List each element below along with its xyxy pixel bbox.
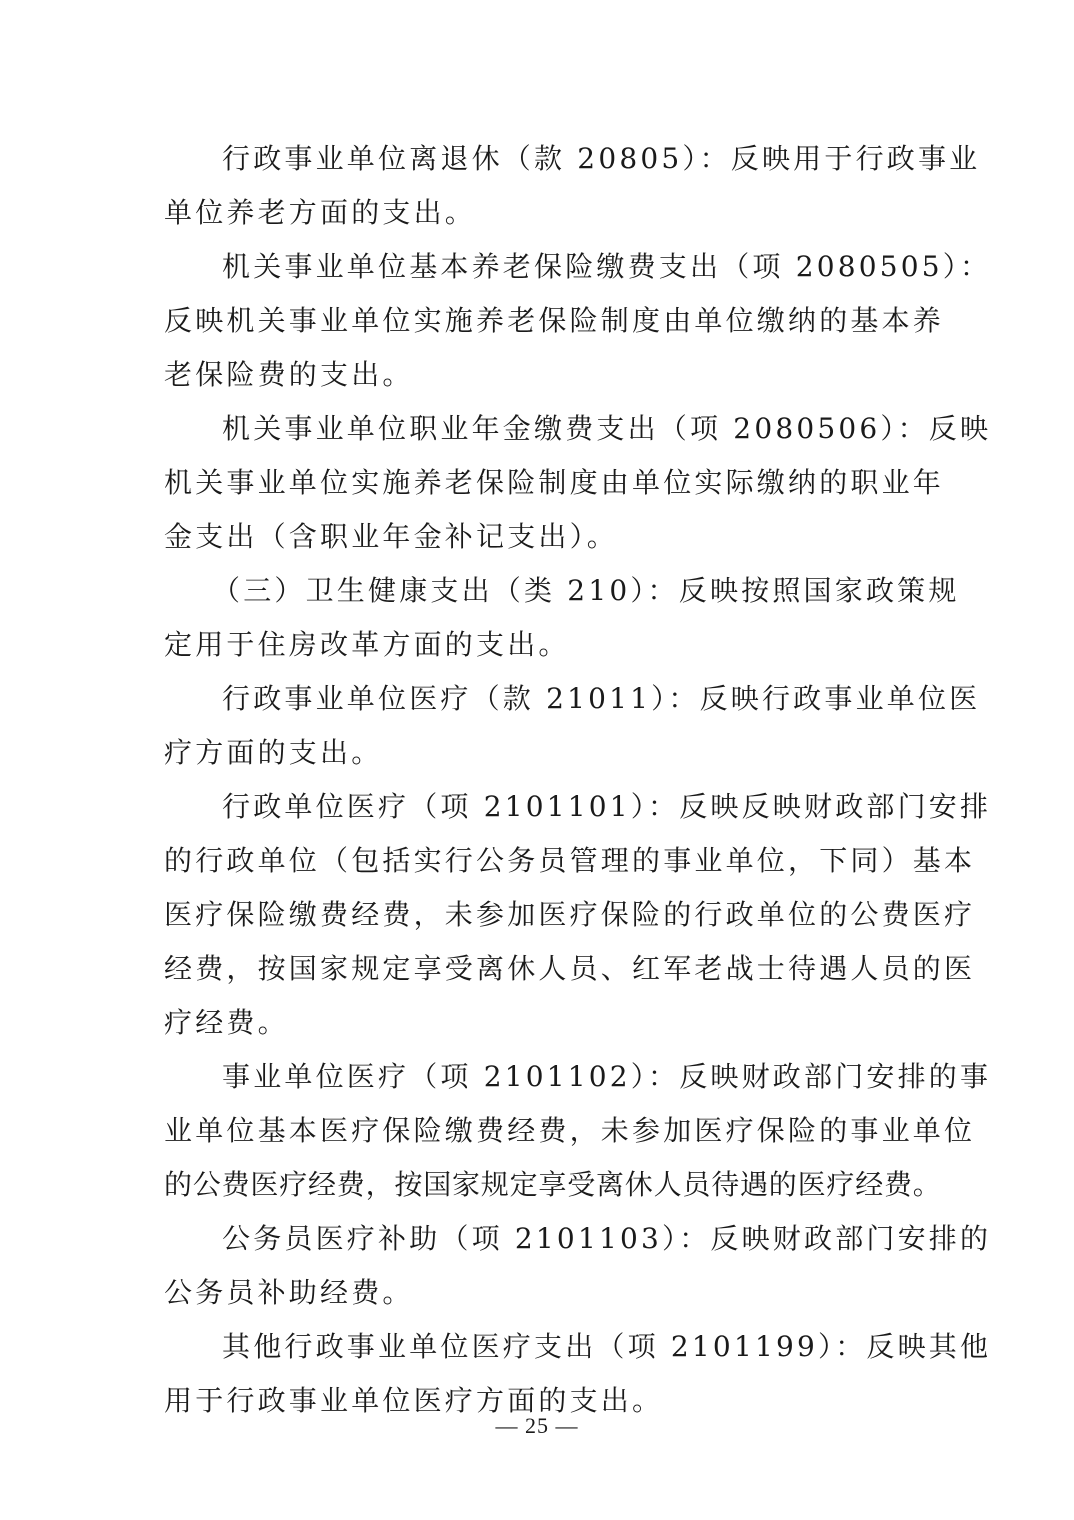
text-line: 反映机关事业单位实施养老保险制度由单位缴纳的基本养 bbox=[164, 304, 945, 337]
text-line: 疗经费。 bbox=[164, 1006, 289, 1039]
body-text bbox=[164, 132, 992, 1428]
section-heading-line: （三）卫生健康支出（类 210）：反映按照国家政策规 bbox=[212, 574, 960, 607]
text-line: 经费，按国家规定享受离休人员、红军老战士待遇人员的医 bbox=[164, 952, 976, 985]
paragraph-medical bbox=[164, 672, 981, 780]
paragraph-pension-insurance bbox=[164, 240, 992, 402]
page-number: — 25 — bbox=[495, 1413, 579, 1438]
text-line: 定用于住房改革方面的支出。 bbox=[164, 628, 570, 661]
text-line: 事业单位医疗（项 2101102）：反映财政部门安排的事 bbox=[222, 1060, 992, 1093]
text-line: 疗方面的支出。 bbox=[164, 736, 383, 769]
text-line: 行政事业单位离退休（款 20805）：反映用于行政事业 bbox=[222, 142, 981, 175]
paragraph-retirement bbox=[164, 132, 981, 240]
text-line: 业单位基本医疗保险缴费经费，未参加医疗保险的事业单位 bbox=[164, 1114, 976, 1147]
text-line: 机关事业单位基本养老保险缴费支出（项 2080505）： bbox=[222, 250, 992, 283]
text-line: 医疗保险缴费经费，未参加医疗保险的行政单位的公费医疗 bbox=[164, 898, 976, 931]
text-line: 其他行政事业单位医疗支出（项 2101199）：反映其他 bbox=[222, 1330, 992, 1363]
text-line: 金支出（含职业年金补记支出）。 bbox=[164, 520, 619, 553]
text-line: 单位养老方面的支出。 bbox=[164, 196, 477, 229]
text-line: 的公费医疗经费，按国家规定享受离休人员待遇的医疗经费。 bbox=[164, 1168, 942, 1201]
paragraph-health-expenditure bbox=[164, 564, 960, 672]
text-line: 公务员医疗补助（项 2101103）：反映财政部门安排的 bbox=[222, 1222, 992, 1255]
text-line: 公务员补助经费。 bbox=[164, 1276, 414, 1309]
text-line: 行政单位医疗（项 2101101）：反映反映财政部门安排 bbox=[222, 790, 992, 823]
text-line: 行政事业单位医疗（款 21011）：反映行政事业单位医 bbox=[222, 682, 981, 715]
paragraph-admin-medical bbox=[164, 780, 992, 1050]
text-line: 机关事业单位实施养老保险制度由单位实际缴纳的职业年 bbox=[164, 466, 945, 499]
paragraph-occupational-annuity bbox=[164, 402, 992, 564]
text-line: 老保险费的支出。 bbox=[164, 358, 414, 391]
text-line: 用于行政事业单位医疗方面的支出。 bbox=[164, 1384, 664, 1417]
paragraph-civil-servant-subsidy bbox=[164, 1212, 992, 1320]
text-line: 机关事业单位职业年金缴费支出（项 2080506）：反映 bbox=[222, 412, 992, 445]
paragraph-institution-medical bbox=[164, 1050, 992, 1212]
text-line: 的行政单位（包括实行公务员管理的事业单位，下同）基本 bbox=[164, 844, 976, 877]
